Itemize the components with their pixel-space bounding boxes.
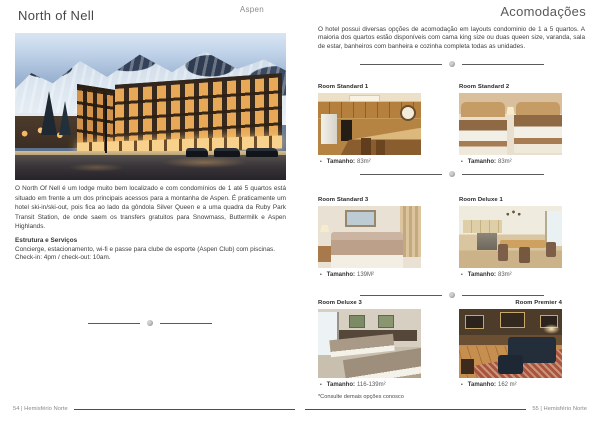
room-size: • Tamanho: 83m²: [461, 159, 512, 165]
car-art: [246, 148, 278, 157]
room-name-label: Room Deluxe 3: [318, 300, 362, 306]
room-size: • Tamanho: 139M²: [320, 272, 375, 278]
room-card: [459, 300, 562, 388]
room-photo-double-queen: [318, 309, 421, 378]
right-page: [300, 0, 600, 424]
room-photo-king-bed: [318, 206, 421, 268]
bullet: •: [320, 382, 322, 388]
ornament-divider: [318, 292, 585, 298]
room-card: [459, 84, 562, 165]
bullet: •: [320, 159, 322, 165]
footnote: *Consulte demais opções conosco: [318, 394, 404, 400]
room-card: [318, 197, 421, 278]
services-heading: Estrutura e Serviços: [15, 237, 78, 244]
left-page-footer: [13, 406, 295, 412]
room-size: • Tamanho: 116-139m²: [320, 382, 386, 388]
page-number-right: 55 | Hemisfério Norte: [532, 406, 587, 412]
room-size: • Tamanho: 83m²: [461, 272, 512, 278]
hotel-photo: [15, 33, 286, 180]
services-text: Concierge, estacionamento, wi-fi e passe para clube de esporte (Aspen Club) com piscinas.: [15, 245, 276, 253]
room-name-label: Room Standard 1: [318, 84, 369, 90]
room-name-label: Room Standard 2: [459, 84, 510, 90]
room-name-label: Room Premier 4: [515, 300, 562, 306]
bullet: •: [461, 272, 463, 278]
room-size: • Tamanho: 83m²: [320, 159, 371, 165]
rosette-ornament-icon: [449, 61, 455, 67]
location-label: Aspen: [239, 5, 264, 14]
rosette-ornament-icon: [449, 292, 455, 298]
bullet: •: [320, 272, 322, 278]
page-number-left: 54 | Hemisfério Norte: [13, 406, 68, 412]
services-block: [15, 237, 286, 263]
room-name-label: Room Deluxe 1: [459, 197, 503, 203]
accommodations-intro: O hotel possui diversas opções de acomodação em layouts condominio de 1 a 5 quartos. A maioria dos quartos estão disponíveis com cama king size ou duas queen size, varanda, sala de estar, banheiros com banheira e cozinha completa todas as unidades.: [318, 26, 585, 50]
room-photo-dining: [459, 206, 562, 268]
section-title: Acomodações: [500, 4, 586, 19]
room-photo-living-room: [459, 309, 562, 378]
rosette-ornament-icon: [147, 320, 153, 326]
right-page-footer: [305, 406, 587, 412]
room-name-label: Room Standard 3: [318, 197, 369, 203]
bullet: •: [461, 382, 463, 388]
rosette-ornament-icon: [449, 171, 455, 177]
hotel-title: North of Nell: [18, 8, 95, 23]
hotel-description: O North Of Nell é um lodge muito bem localizado e com condomínios de 1 até 5 quartos está situado em frente a um dos principais acessos para a montanha de Aspen. É praticamente um hotel ski-in/ski-out, pois fica ao lado da gôndola Silver Queen e a uma quadra da Ruby Park Transit Station, de onde saem os transfers gratuitos para Snowmass, Buttermilk e Aspen Highlands.: [15, 185, 286, 231]
ornament-divider: [318, 61, 585, 67]
ornament-divider: [15, 320, 285, 326]
bullet: •: [461, 159, 463, 165]
room-card: [459, 197, 562, 278]
ornament-divider: [318, 171, 585, 177]
room-size: • Tamanho: 162 m²: [461, 382, 517, 388]
wall-clock-art: [400, 105, 416, 121]
room-photo-kitchen: [318, 93, 421, 155]
checkin-text: Check-in: 4pm / check-out: 10am.: [15, 254, 111, 262]
room-card: [318, 84, 421, 165]
room-card: [318, 300, 421, 388]
room-photo-twin-beds: [459, 93, 562, 155]
